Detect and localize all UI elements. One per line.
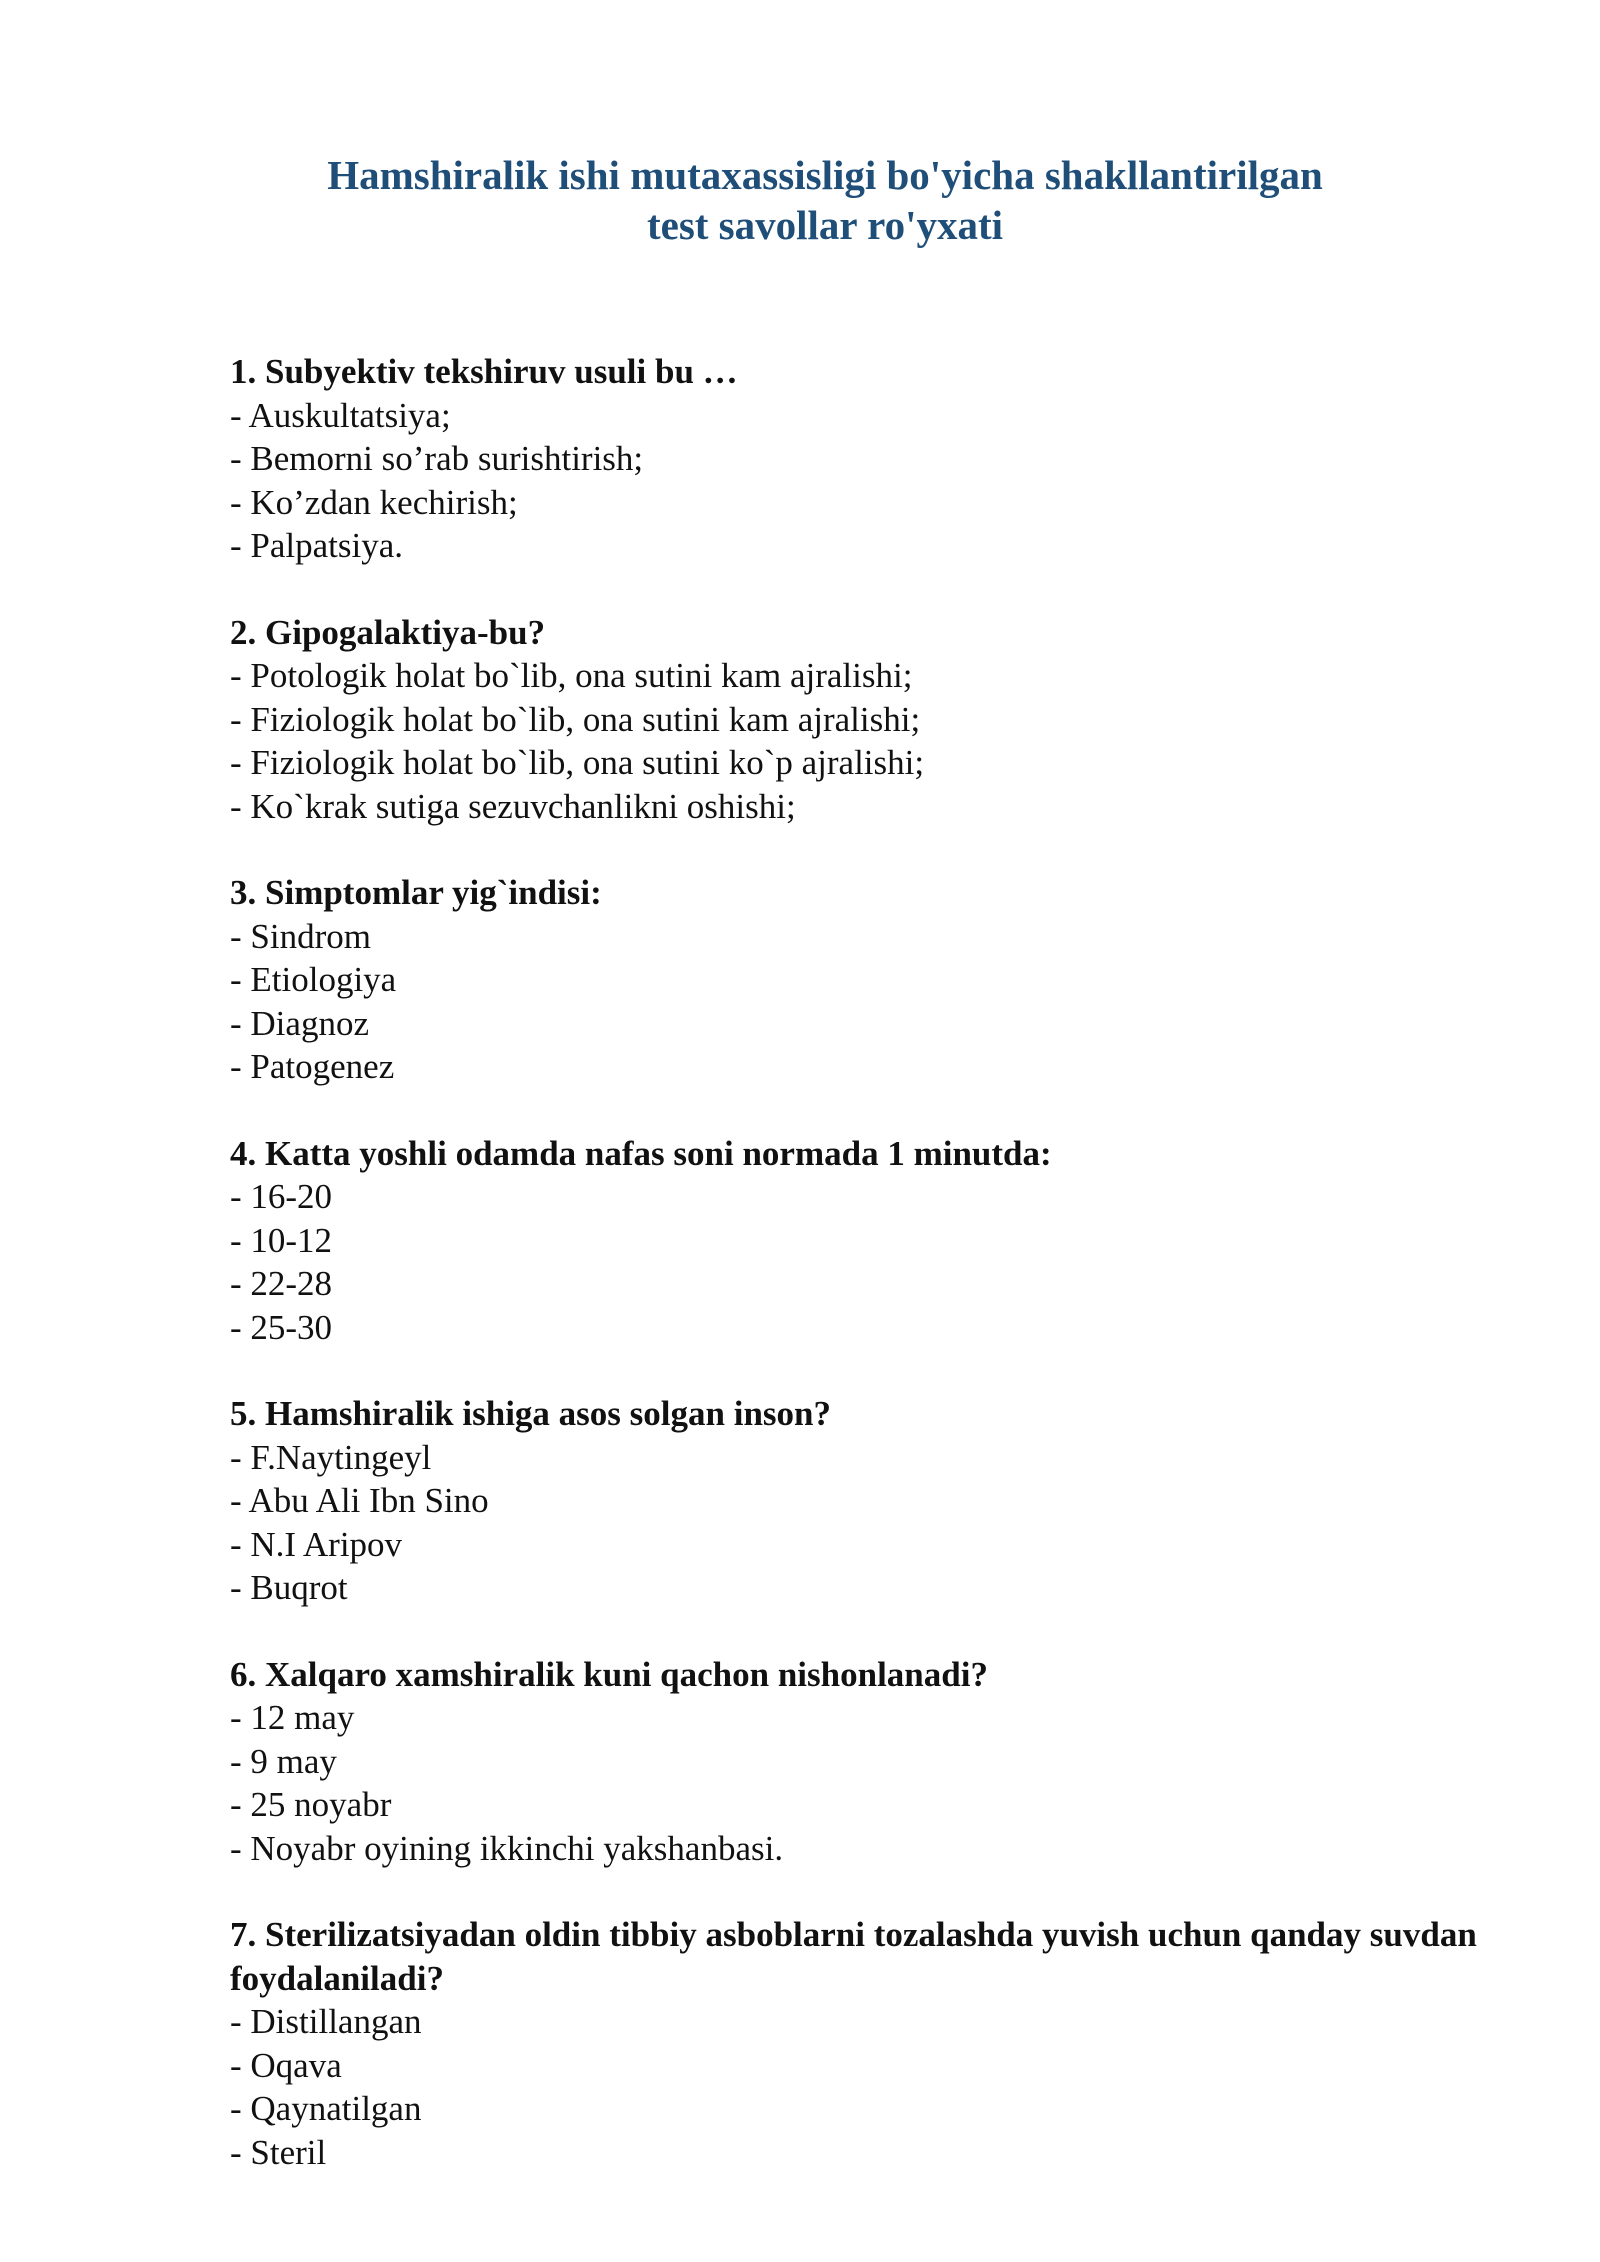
answer-option: - Abu Ali Ibn Sino [230,1481,489,1520]
question-text [230,1913,1480,2000]
answer-option: - Sindrom [230,916,371,956]
answer-option: - 12 may [230,1698,355,1737]
answer-option: - Qaynatilgan [230,2089,422,2128]
question-text [230,1392,1480,1436]
answer-option: - F.Naytingeyl [230,1437,432,1477]
question-5 [230,1392,1480,1610]
question-text [230,611,1480,655]
answer-option: - Noyabr oyining ikkinchi yakshanbasi. [230,1828,784,1868]
answer-option: - Bemorni so’rab surishtirish; [230,439,644,478]
question-2 [230,611,1480,829]
answer-option: - Steril [230,2132,327,2172]
answer-option: - Distillangan [230,2002,422,2041]
question-body: Xalqaro xamshiralik kuni qachon nishonlanadi? [265,1654,988,1694]
question-text [230,350,1480,394]
question-1 [230,350,1480,568]
question-number: 1. [230,352,257,391]
answer-option: - Ko’zdan kechirish; [230,482,518,522]
answer-option: - N.I Aripov [230,1524,403,1564]
answer-option: - 10-12 [230,1220,333,1260]
question-text [230,871,1480,915]
answer-option: - Fiziologik holat bo`lib, ona sutini kam ajralishi; [230,699,921,739]
answer-option: - Palpatsiya. [230,526,404,565]
question-body: Katta yoshli odamda nafas soni normada 1 minutda: [265,1133,1052,1173]
question-body: Sterilizatsiyadan oldin tibbiy asboblarni tozalashda yuvish uchun qanday suvdan foydalaniladi? [230,1915,1477,1998]
question-number: 2. [230,612,257,652]
document-title [230,150,1420,250]
question-number: 7. [230,1915,257,1954]
answer-option: - Patogenez [230,1047,395,1086]
question-number: 4. [230,1133,257,1173]
question-7 [230,1913,1480,2174]
question-number: 6. [230,1654,257,1694]
question-6 [230,1653,1480,1871]
answer-option: - 22-28 [230,1264,333,1303]
question-body: Hamshiralik ishiga asos solgan inson? [265,1394,831,1433]
question-body: Simptomlar yig`indisi: [265,873,602,912]
answer-option: - Ko`krak sutiga sezuvchanlikni oshishi; [230,786,796,826]
answer-option: - Fiziologik holat bo`lib, ona sutini ko`p ajralishi; [230,743,925,782]
question-number: 5. [230,1394,257,1433]
question-text [230,1653,1480,1697]
answer-option: - Potologik holat bo`lib, ona sutini kam ajralishi; [230,656,913,695]
question-number: 3. [230,873,257,912]
answer-option: - Auskultatsiya; [230,395,451,435]
question-3 [230,871,1480,1089]
answer-option: - 9 may [230,1741,337,1781]
question-list [230,350,1480,2217]
answer-option: - Buqrot [230,1568,348,1607]
question-body: Subyektiv tekshiruv usuli bu … [265,352,738,391]
question-4 [230,1132,1480,1350]
question-body: Gipogalaktiya-bu? [265,612,546,652]
answer-option: - Diagnoz [230,1003,369,1043]
title-line-2: test savollar ro'yxati [646,202,1004,248]
title-line-1: Hamshiralik ishi mutaxassisligi bo'yicha shakllantirilgan [327,152,1323,198]
answer-option: - 25 noyabr [230,1785,392,1824]
answer-option: - 25-30 [230,1307,333,1347]
answer-option: - Oqava [230,2045,342,2085]
answer-option: - 16-20 [230,1177,333,1216]
question-text [230,1132,1480,1176]
answer-option: - Etiologiya [230,960,397,999]
